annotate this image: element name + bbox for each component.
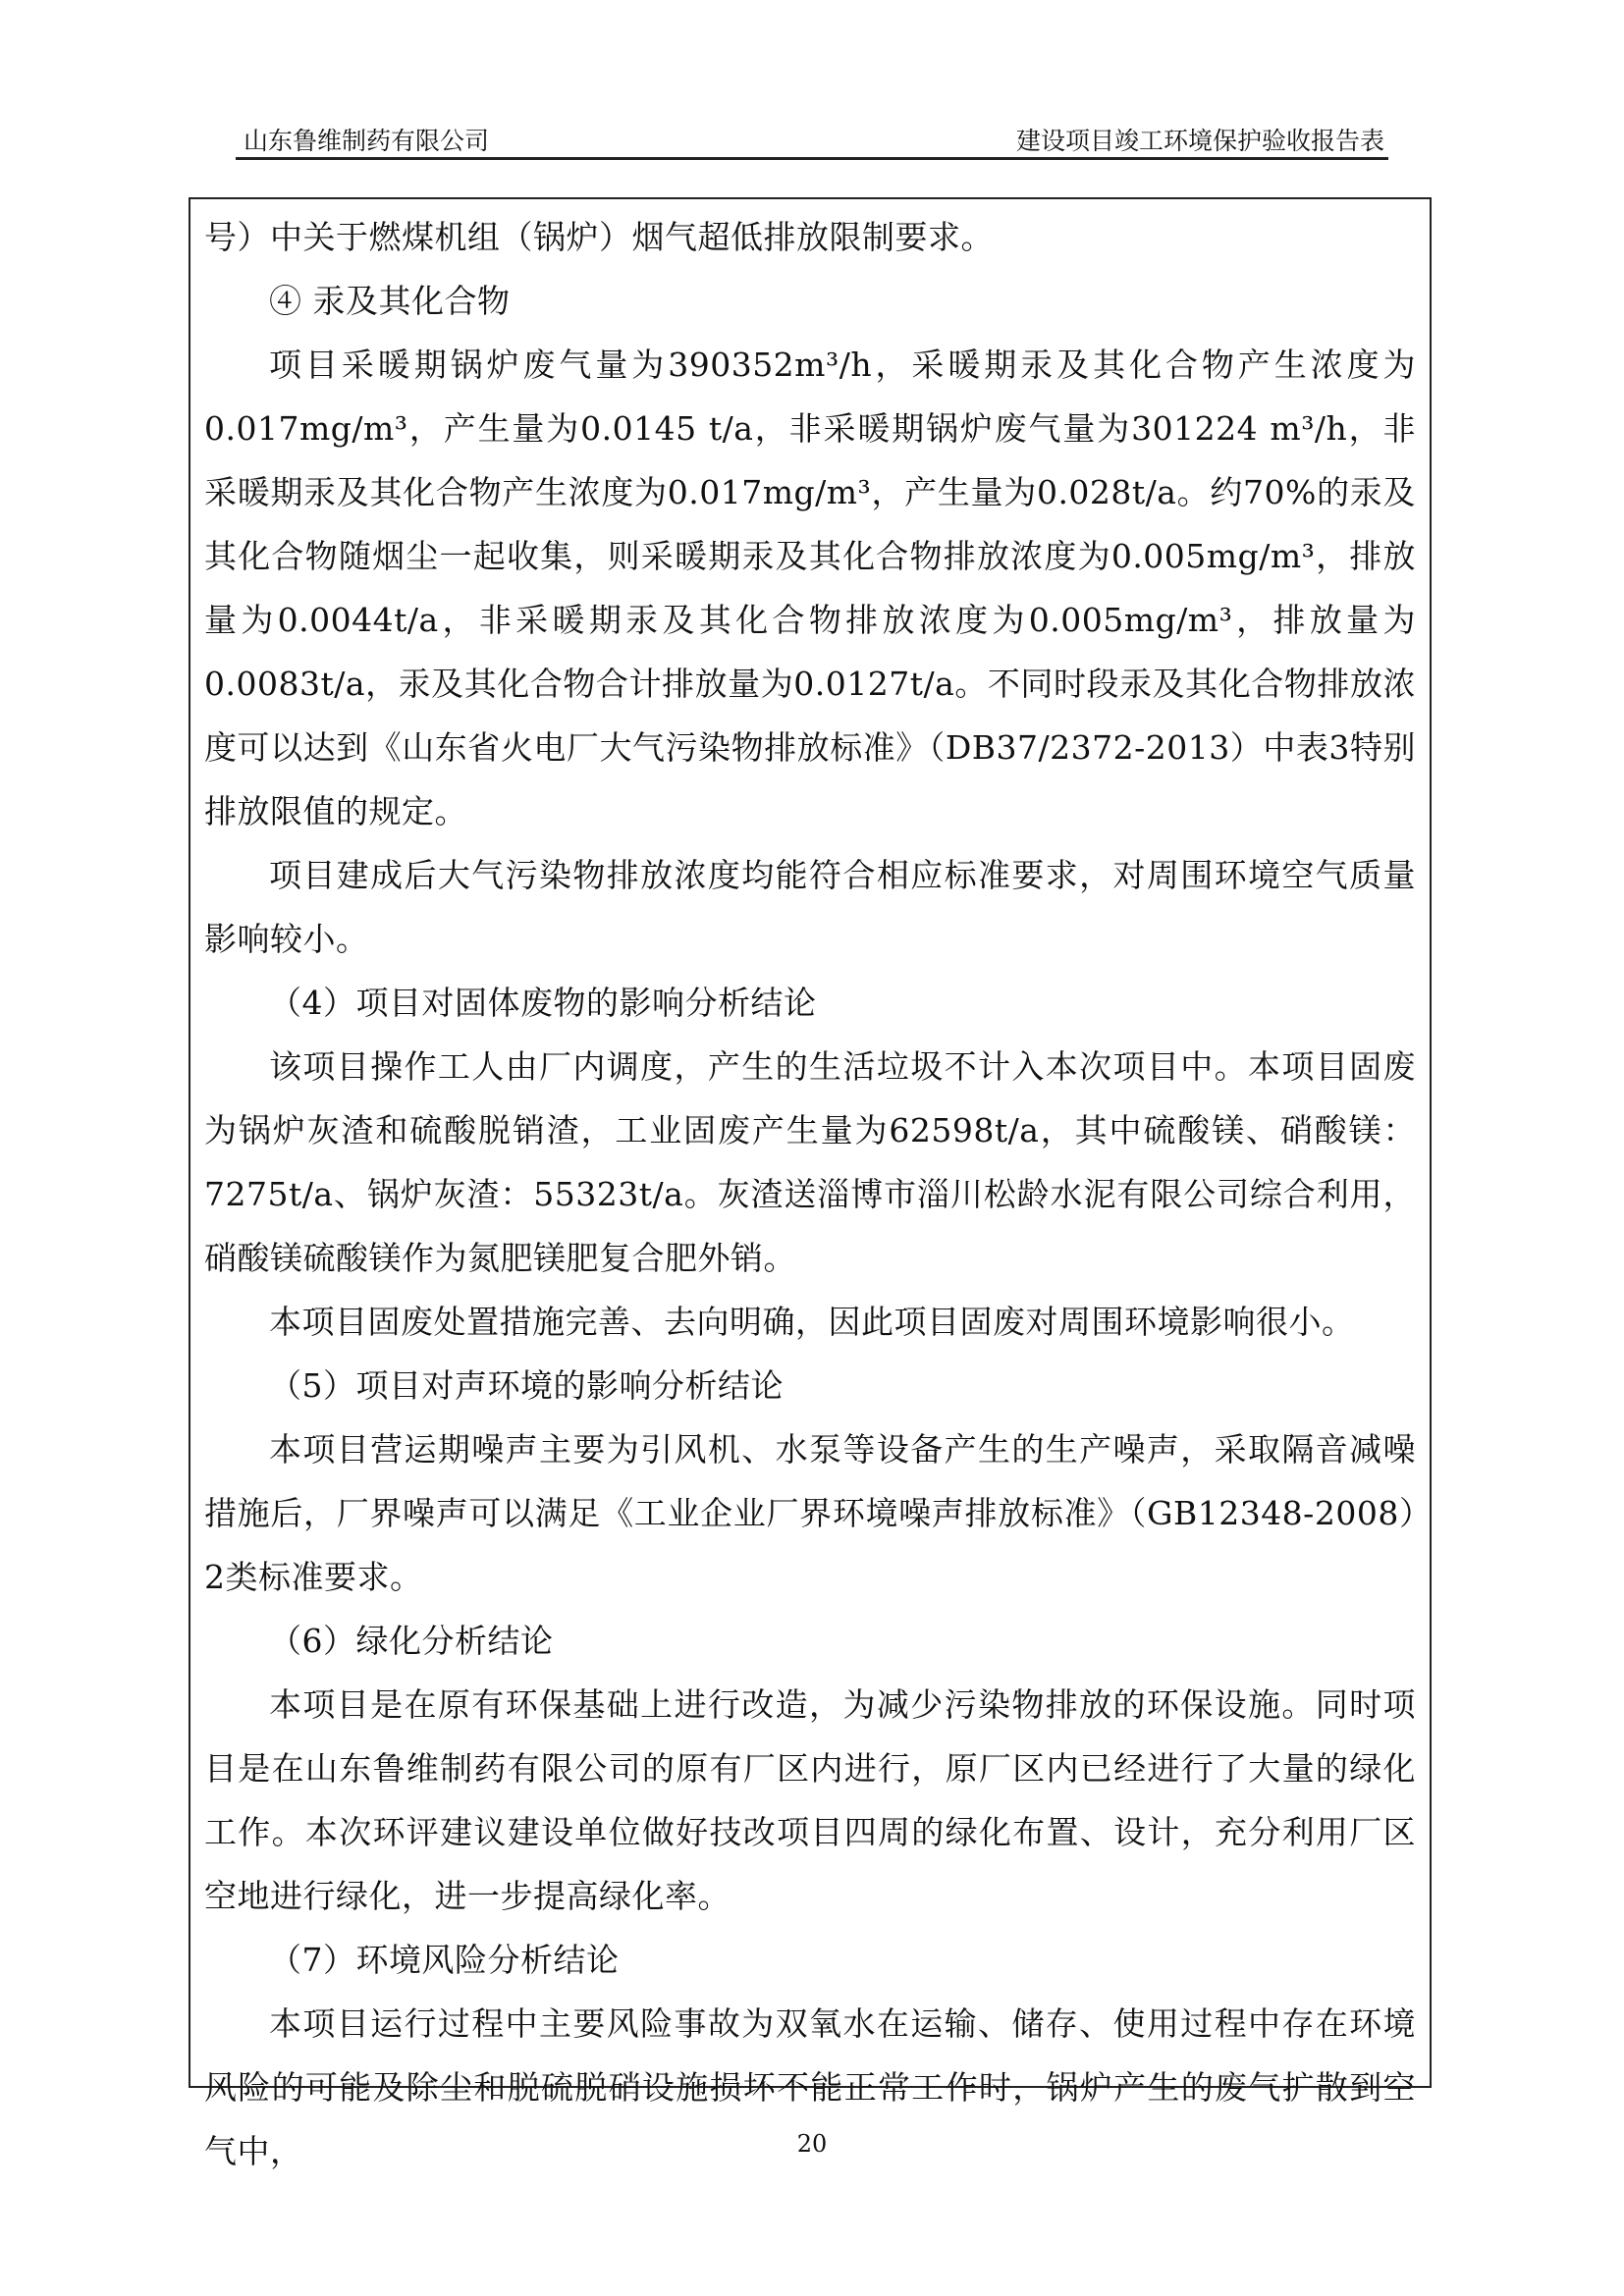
report-body	[204, 205, 1416, 2183]
paragraph-air-summary: 项目建成后大气污染物排放浓度均能符合相应标准要求，对周围环境空气质量影响较小。	[204, 856, 1416, 958]
paragraph-mercury: 项目采暖期锅炉废气量为390352m³/h，采暖期汞及其化合物产生浓度为0.017mg/m³，产生量为0.0145 t/a，非采暖期锅炉废气量为301224 m³/h，非采暖期汞及其化合物产生浓度为0.017mg/m³，产生量为0.028t/a。约70%的汞及其化合物随烟尘一起收集，则采暖期汞及其化合物排放浓度为0.005mg/m³，排放量为0.0044t/a，非采暖期汞及其化合物排放浓度为0.005mg/m³，排放量为0.0083t/a，汞及其化合物合计排放量为0.0127t/a。不同时段汞及其化合物排放浓度可以达到《山东省火电厂大气污染物排放标准》（DB37/2372-2013）中表3特别排放限值的规定。	[204, 346, 1416, 830]
heading-greening: （6）绿化分析结论	[269, 1622, 554, 1660]
header-report-title: 建设项目竣工环境保护验收报告表	[1015, 127, 1384, 155]
paragraph-environmental-risk: 本项目运行过程中主要风险事故为双氧水在运输、储存、使用过程中存在环境风险的可能及除尘和脱硫脱硝设施损坏不能正常工作时，锅炉产生的废气扩散到空气中，	[204, 2004, 1416, 2170]
heading-solid-waste: （4）项目对固体废物的影响分析结论	[269, 984, 817, 1022]
header-company: 山东鲁维制药有限公司	[244, 127, 490, 155]
heading-mercury: ④ 汞及其化合物	[269, 282, 511, 320]
paragraph-noise: 本项目营运期噪声主要为引风机、水泵等设备产生的生产噪声，采取隔音减噪措施后，厂界噪声可以满足《工业企业厂界环境噪声排放标准》（GB12348-2008）2类标准要求。	[204, 1430, 1416, 1596]
paragraph-greening: 本项目是在原有环保基础上进行改造，为减少污染物排放的环保设施。同时项目是在山东鲁维制药有限公司的原有厂区内进行，原厂区内已经进行了大量的绿化工作。本次环评建议建设单位做好技改项目四周的绿化布置、设计，充分利用厂区空地进行绿化，进一步提高绿化率。	[204, 1685, 1416, 1915]
paragraph-continued: 号）中关于燃煤机组（锅炉）烟气超低排放限制要求。	[204, 218, 994, 256]
page-header	[244, 116, 1384, 157]
content-frame	[189, 197, 1432, 2170]
paragraph-solid-waste: 该项目操作工人由厂内调度，产生的生活垃圾不计入本次项目中。本项目固废为锅炉灰渣和硫酸脱销渣，工业固废产生量为62598t/a，其中硫酸镁、硝酸镁：7275t/a、锅炉灰渣：55323t/a。灰渣送淄博市淄川松龄水泥有限公司综合利用，硝酸镁硫酸镁作为氮肥镁肥复合肥外销。	[204, 1047, 1416, 1277]
paragraph-solid-waste-summary: 本项目固废处置措施完善、去向明确，因此项目固废对周围环境影响很小。	[269, 1303, 1355, 1341]
header-rule	[236, 157, 1388, 160]
heading-environmental-risk: （7）环境风险分析结论	[269, 1941, 620, 1979]
page-number: 20	[796, 2130, 828, 2158]
heading-noise: （5）项目对声环境的影响分析结论	[269, 1366, 784, 1405]
